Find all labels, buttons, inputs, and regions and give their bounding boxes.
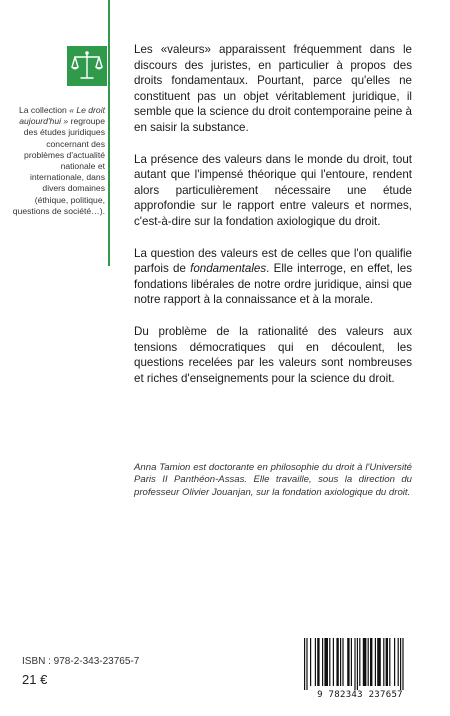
paragraph-3-start: La question des valeurs est de celles que l'on qualifie parfois de	[134, 246, 412, 276]
collection-description	[10, 105, 105, 217]
paragraph-2: La présence des valeurs dans le monde du droit, tout autant que l'impensé théorique qui l'entoure, rendent alors particulièrement nécessaire une étude approfondie sur le rapport entre valeurs et normes, c'est-à-dire sur la fondation axiologique du droit.	[134, 152, 412, 228]
collection-name: « Le droit aujourd'hui »	[19, 105, 105, 127]
price: 21 €	[22, 672, 48, 687]
paragraph-4: Du problème de la rationalité des valeurs aux tensions démocratiques qui en découlent, les questions recelées par les valeurs sont nombreuses et riches d'enseignements pour la science du droit.	[134, 324, 412, 385]
barcode-bars-icon	[296, 638, 424, 690]
paragraph-1: Les «valeurs» apparaissent fréquemment dans le discours des juristes, en particulier à propos des droits fondamentaux. Pourtant, parce qu'elles ne constituent pas un objet véritablement juridique, il semble que la science du droit contemporaine peine à en saisir la substance.	[134, 43, 412, 134]
barcode	[296, 638, 424, 704]
author-name: Anna Tamion	[134, 462, 191, 473]
isbn: ISBN : 978-2-343-23765-7	[22, 656, 140, 667]
scales-of-justice-icon	[67, 46, 107, 86]
author-bio-text: est doctorante en philosophie du droit à l'Université Paris II Panthéon-Assas. Elle travaille, sous la direction du professeur Olivier Jouanjan, sur la fondation axiologique du droit.	[134, 462, 412, 498]
barcode-digits: 9 782343 237657	[317, 690, 403, 700]
collection-prefix: La collection	[18, 105, 67, 115]
green-vertical-rule	[108, 0, 110, 266]
collection-text: regroupe des études juridiques concernant des problèmes d'actualité nationale et internationale, dans divers domaines (éthique, politique, questions de société…).	[12, 116, 105, 216]
paragraph-3-emphasis: fondamentales	[190, 262, 267, 276]
back-cover-text	[134, 42, 412, 386]
paragraph-3	[134, 246, 412, 308]
paragraph-3-end: . Elle interroge, en effet, les fondations libérales de notre ordre juridique, ainsi que notre rapport à la connaissance et à la morale.	[134, 262, 412, 307]
author-bio	[134, 462, 412, 499]
